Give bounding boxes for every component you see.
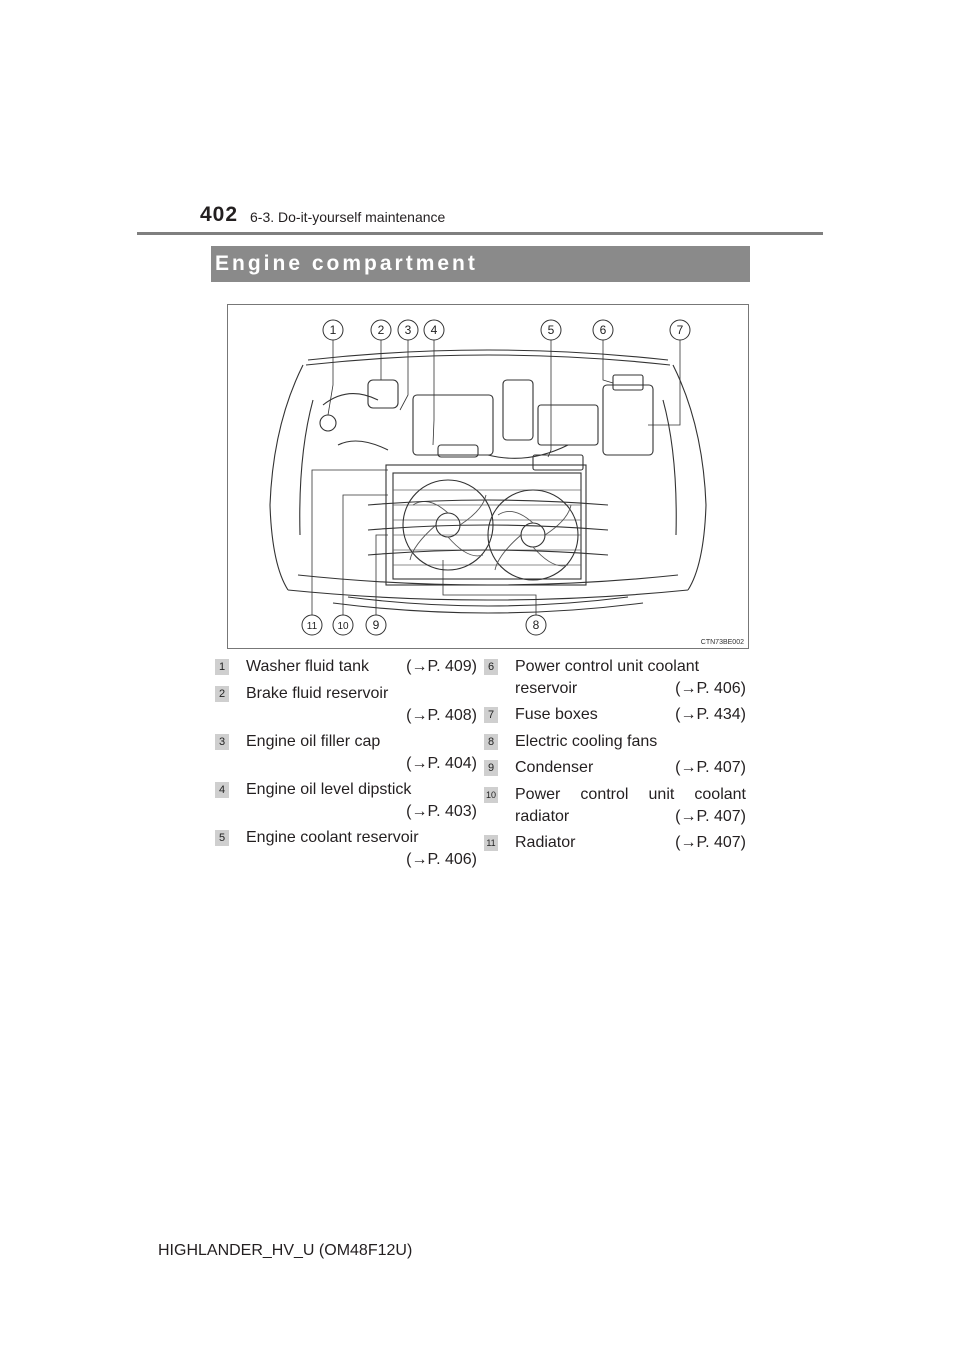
legend-item-3 xyxy=(215,731,477,777)
callout-6-label: 6 xyxy=(599,323,607,337)
engine-figure xyxy=(227,304,749,649)
legend-item-6 xyxy=(484,656,746,702)
legend-num-10: 10 xyxy=(484,787,498,803)
legend-text-7: Fuse boxes xyxy=(515,706,598,723)
footer-model: HIGHLANDER_HV_U (OM48F12U) xyxy=(158,1242,413,1259)
legend-text-2: Brake fluid reservoir xyxy=(246,685,389,702)
legend-ref-10: (→P. 407) xyxy=(675,808,746,825)
callout-7-label: 7 xyxy=(676,323,684,337)
legend-num-1: 1 xyxy=(215,659,229,675)
legend-text-4: Engine oil level dipstick xyxy=(246,781,412,798)
callout-10-label: 10 xyxy=(337,621,349,632)
callout-11-label: 11 xyxy=(306,621,318,632)
legend-text-10b: radiator xyxy=(515,808,570,825)
legend-ref-11: (→P. 407) xyxy=(675,834,746,851)
legend-item-5 xyxy=(215,827,477,873)
legend-item-10 xyxy=(484,784,746,830)
legend-num-3: 3 xyxy=(215,734,229,750)
legend-ref-7: (→P. 434) xyxy=(675,706,746,723)
legend-item-9 xyxy=(484,757,746,781)
legend-item-11 xyxy=(484,832,746,856)
legend-text-10: Power control unit coolant xyxy=(515,786,746,803)
callout-5-label: 5 xyxy=(547,323,555,337)
legend-ref-9: (→P. 407) xyxy=(675,759,746,776)
legend-ref-4: (→P. 403) xyxy=(406,803,477,820)
callout-2-label: 2 xyxy=(377,323,385,337)
legend-num-4: 4 xyxy=(215,782,229,798)
legend-ref-2: (→P. 408) xyxy=(406,707,477,724)
legend-ref-5: (→P. 406) xyxy=(406,851,477,868)
legend-text-6b: reservoir xyxy=(515,680,578,697)
legend-ref-3: (→P. 404) xyxy=(406,755,477,772)
section-title: 6-3. Do-it-yourself maintenance xyxy=(250,209,446,225)
legend-num-5: 5 xyxy=(215,830,229,846)
legend-text-6: Power control unit coolant xyxy=(515,658,700,675)
legend-item-4 xyxy=(215,779,477,825)
legend-ref-1: (→P. 409) xyxy=(406,658,477,675)
legend-num-2: 2 xyxy=(215,686,229,702)
callout-1-label: 1 xyxy=(329,323,337,337)
header-rule xyxy=(137,232,823,235)
legend-text-3: Engine oil filler cap xyxy=(246,733,381,750)
legend-text-8: Electric cooling fans xyxy=(515,733,658,750)
legend-text-1: Washer fluid tank xyxy=(246,658,370,675)
callout-9-label: 9 xyxy=(372,618,380,632)
callout-8-label: 8 xyxy=(532,618,540,632)
legend-item-1 xyxy=(215,656,477,680)
legend-num-7: 7 xyxy=(484,707,498,723)
callout-4-label: 4 xyxy=(430,323,438,337)
legend-ref-6: (→P. 406) xyxy=(675,680,746,697)
page-number: 402 xyxy=(200,203,239,226)
legend-text-5: Engine coolant reservoir xyxy=(246,829,419,846)
legend-num-9: 9 xyxy=(484,760,498,776)
page-title: Engine compartment xyxy=(215,252,478,275)
legend-text-11: Radiator xyxy=(515,834,576,851)
legend-num-8: 8 xyxy=(484,734,498,750)
figure-code: CTN73BE002 xyxy=(700,639,744,646)
title-bar xyxy=(211,246,750,282)
legend-num-11: 11 xyxy=(484,835,498,851)
legend-item-8 xyxy=(484,731,746,755)
legend-item-2 xyxy=(215,683,477,729)
legend-text-9: Condenser xyxy=(515,759,594,776)
engine-illustration xyxy=(228,305,748,648)
legend-num-6: 6 xyxy=(484,659,498,675)
callout-3-label: 3 xyxy=(404,323,412,337)
legend-item-7 xyxy=(484,704,746,728)
